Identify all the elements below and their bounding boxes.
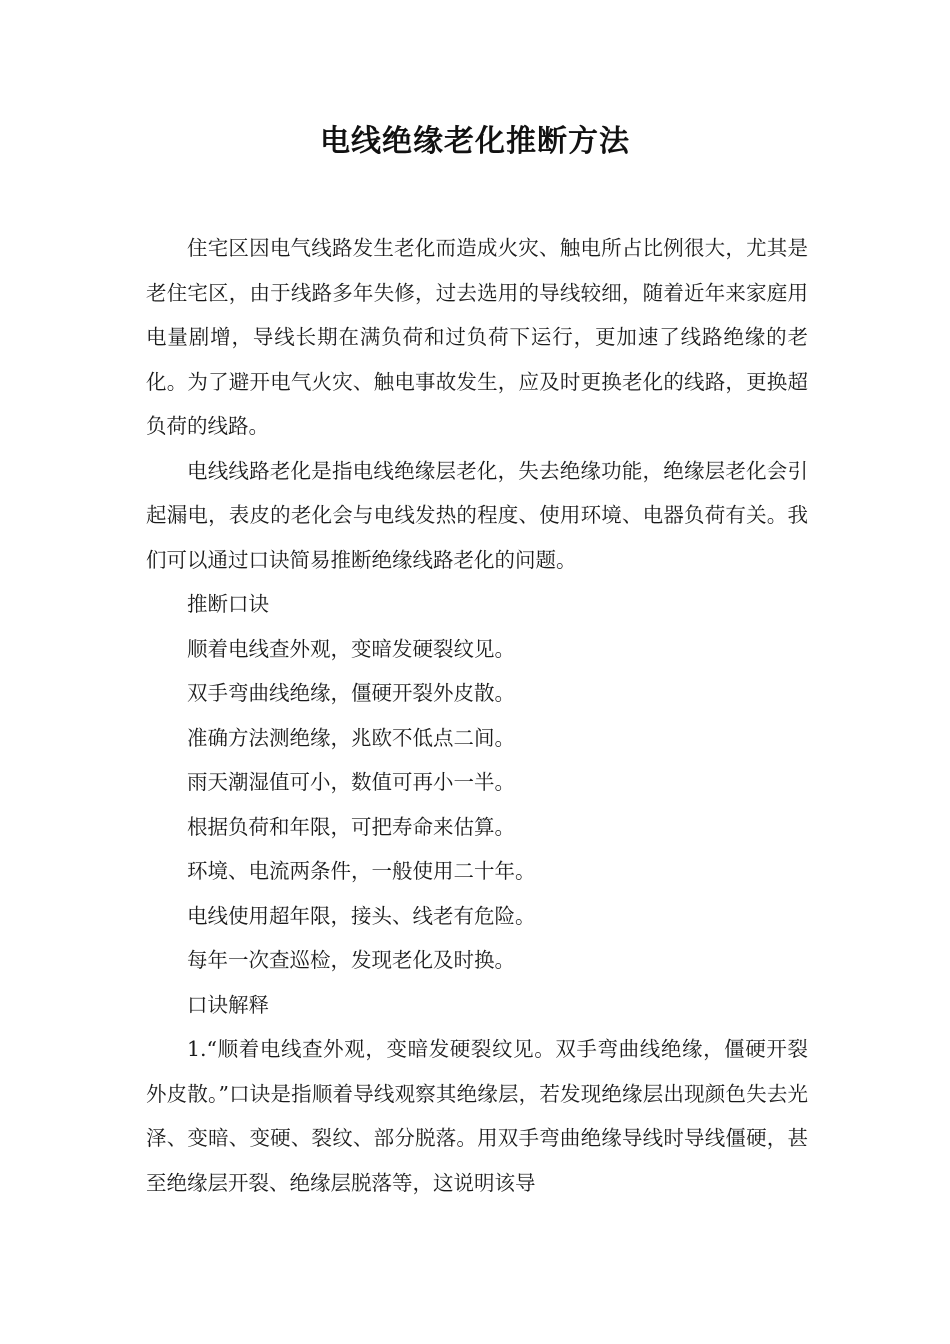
definition-paragraph: 电线线路老化是指电线绝缘层老化，失去绝缘功能，绝缘层老化会引起漏电，表皮的老化会与电线发热的程度、使用环境、电器负荷有关。我们可以通过口诀简易推断绝缘线路老化的问题。 bbox=[146, 458, 808, 572]
document-title: 电线绝缘老化推断方法 bbox=[320, 124, 630, 159]
document-body bbox=[146, 226, 808, 1205]
rhyme-line: 环境、电流两条件，一般使用二十年。 bbox=[187, 859, 536, 883]
rhyme-line: 根据负荷和年限，可把寿命来估算。 bbox=[187, 814, 515, 839]
rhyme-line: 准确方法测绝缘，兆欧不低点二间。 bbox=[187, 725, 515, 750]
rhyme-line: 电线使用超年限，接头、线老有危险。 bbox=[187, 903, 536, 928]
intro-paragraph: 住宅区因电气线路发生老化而造成火灾、触电所占比例很大，尤其是老住宅区，由于线路多年失修，过去选用的导线较细，随着近年来家庭用电量剧增，导线长期在满负荷和过负荷下运行，更加速了线路绝缘的老化。为了避开电气火灾、触电事故发生，应及时更换老化的线路，更换超负荷的线路。 bbox=[146, 236, 808, 438]
rhyme-line: 双手弯曲线绝缘，僵硬开裂外皮散。 bbox=[187, 681, 515, 705]
rhyme-line: 雨天潮湿值可小，数值可再小一半。 bbox=[187, 770, 515, 794]
explain-paragraph: 1.“顺着电线查外观，变暗发硬裂纹见。双手弯曲线绝缘，僵硬开裂外皮散。”口诀是指顺着导线观察其绝缘层，若发现绝缘层出现颜色失去光泽、变暗、变硬、裂纹、部分脱落。用双手弯曲绝缘导线时导线僵硬，甚至绝缘层开裂、绝缘层脱落等，这说明该导 bbox=[146, 1037, 808, 1195]
rhyme-line: 顺着电线查外观，变暗发硬裂纹见。 bbox=[187, 636, 515, 661]
explain-heading: 口诀解释 bbox=[187, 992, 269, 1017]
rhyme-line: 每年一次查巡检，发现老化及时换。 bbox=[187, 948, 515, 972]
rhyme-heading: 推断口诀 bbox=[187, 592, 269, 616]
